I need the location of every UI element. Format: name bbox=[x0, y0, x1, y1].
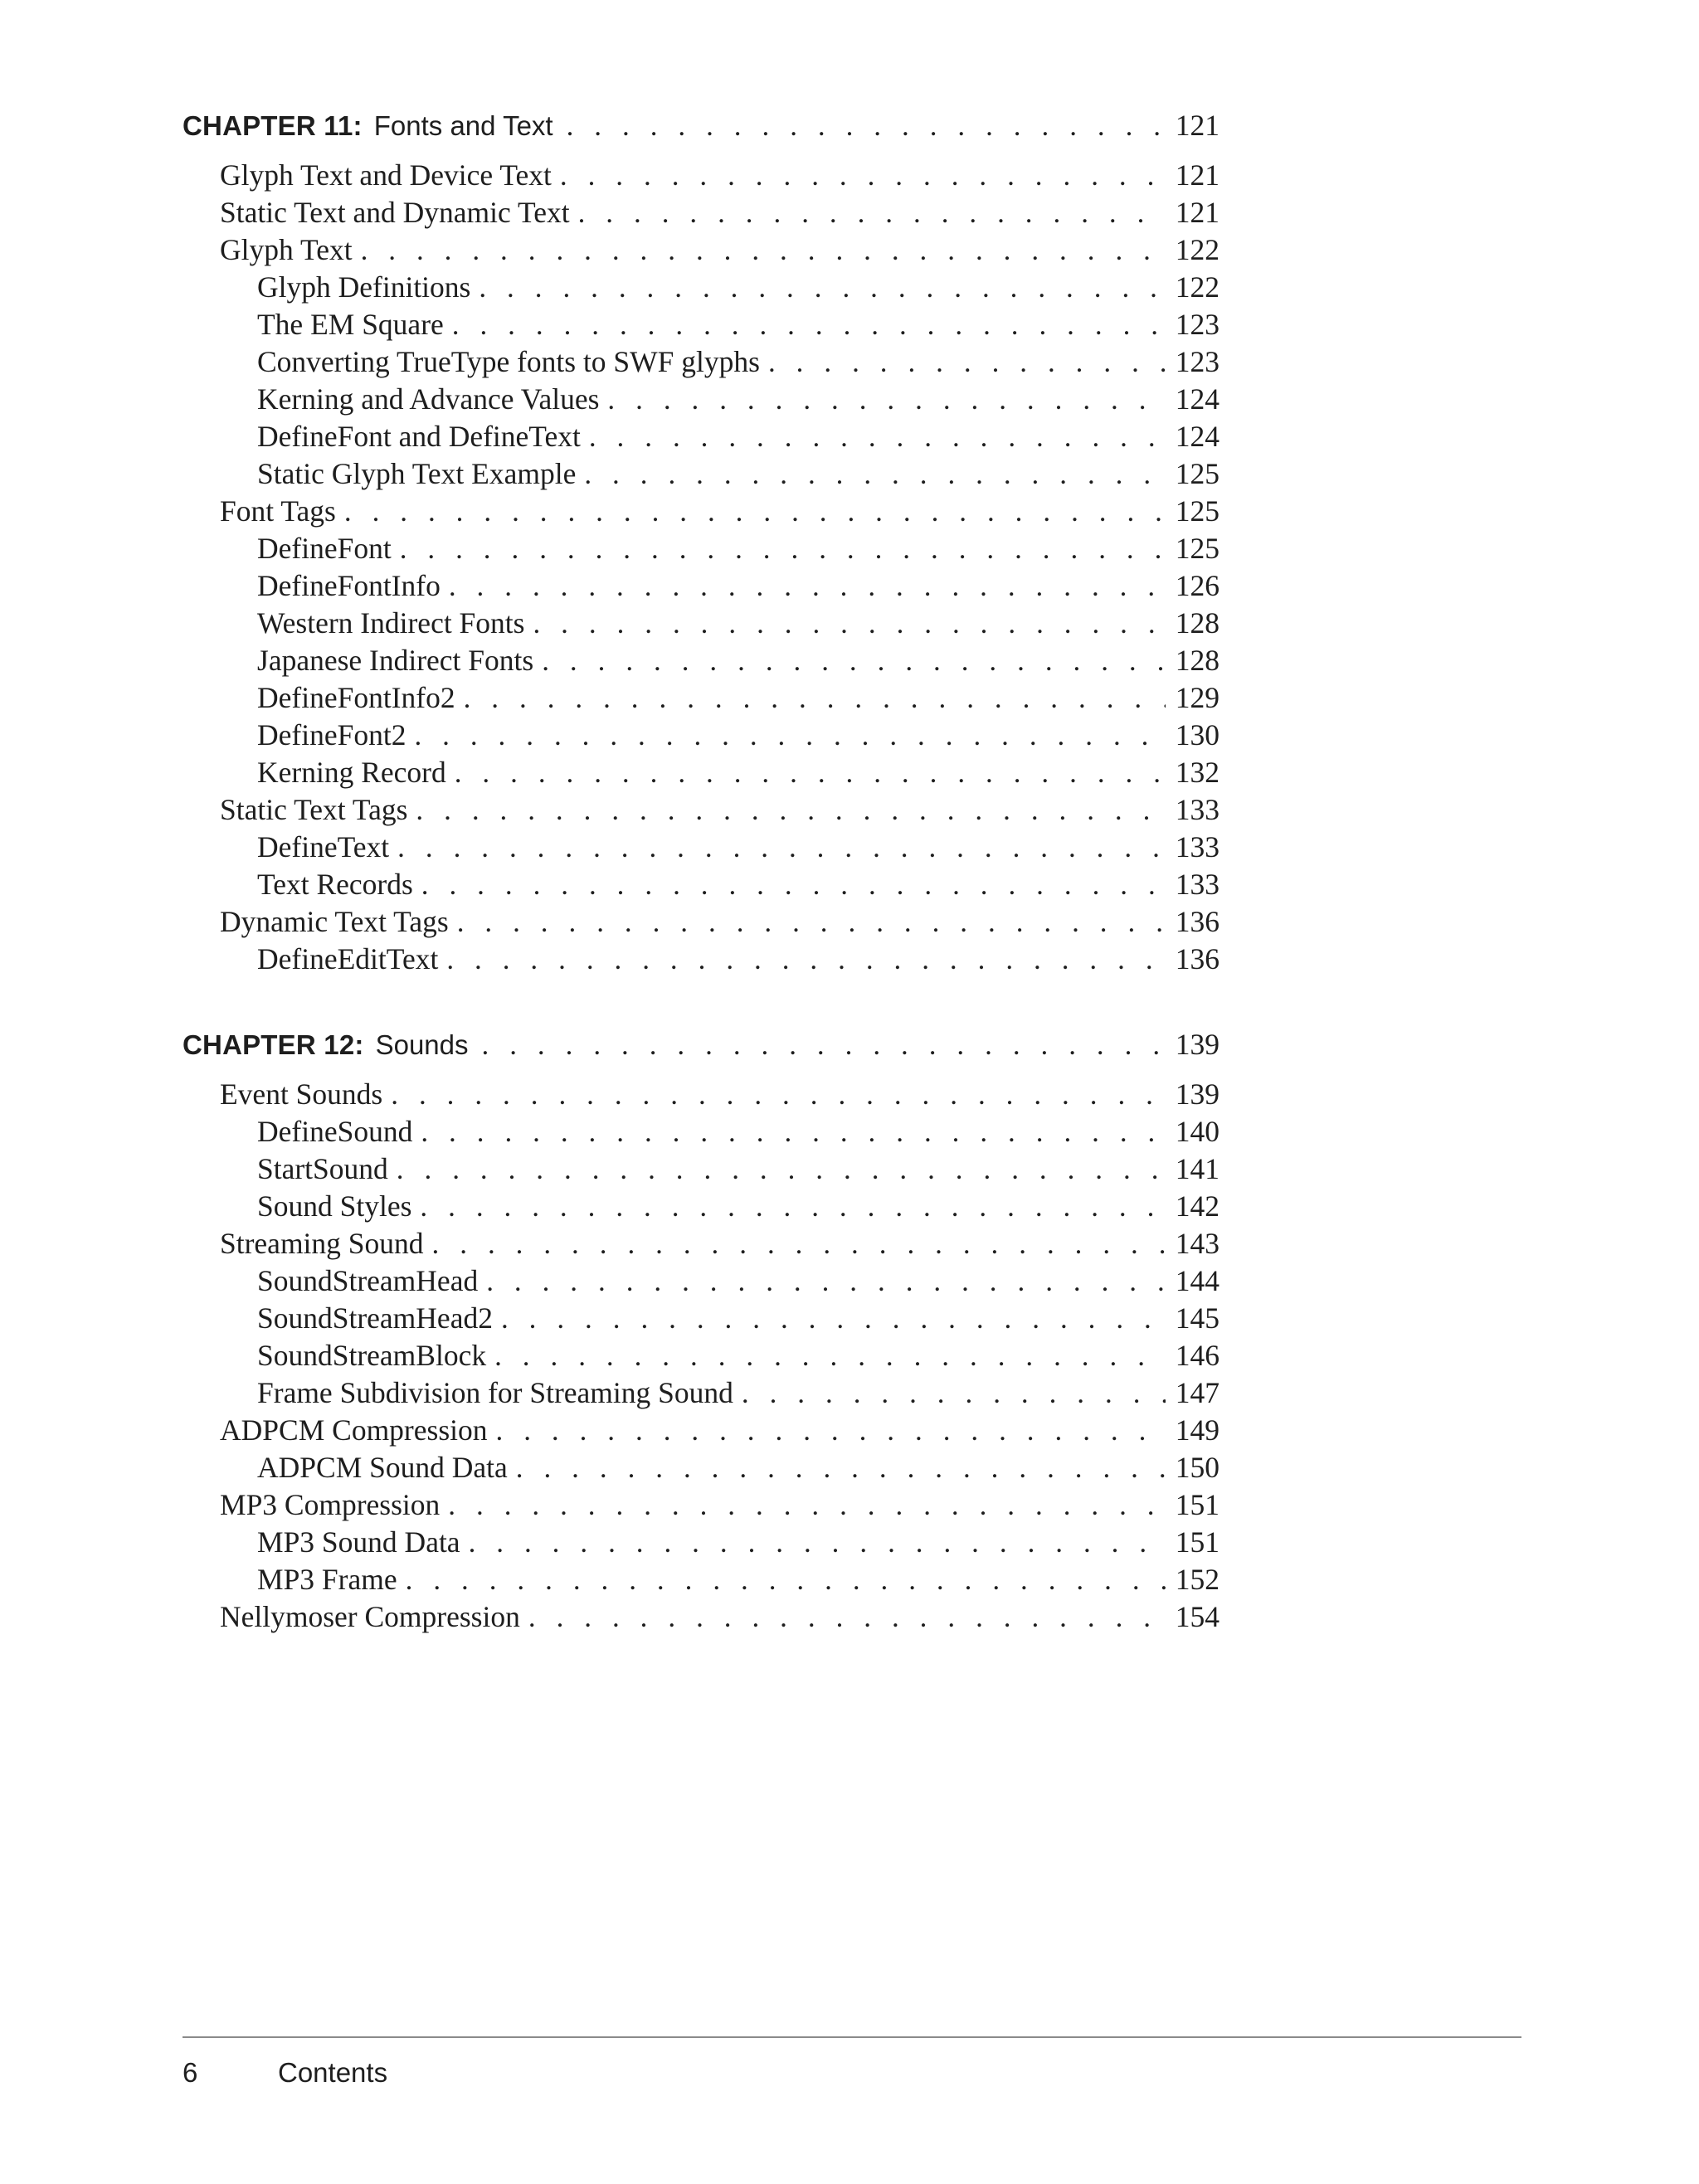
toc-entry[interactable] bbox=[183, 494, 1219, 531]
toc-entry-title: Glyph Text bbox=[220, 233, 353, 266]
toc-entry[interactable] bbox=[183, 531, 1219, 568]
toc-entry-title: SoundStreamBlock bbox=[257, 1339, 487, 1372]
toc-entry-title: DefineSound bbox=[257, 1115, 413, 1148]
chapter-heading[interactable] bbox=[183, 108, 1219, 151]
dot-leader bbox=[533, 607, 1165, 640]
toc-entry-title: Static Text Tags bbox=[220, 793, 408, 826]
toc-entry-page-number: 141 bbox=[1175, 1152, 1219, 1185]
toc-entry-title: DefineFont2 bbox=[257, 718, 406, 752]
toc-entry-page-number: 121 bbox=[1175, 196, 1219, 229]
toc-entry-page-number: 144 bbox=[1175, 1264, 1219, 1297]
toc-entry-title: Glyph Definitions bbox=[257, 270, 471, 304]
toc-entry-title: Converting TrueType fonts to SWF glyphs bbox=[257, 345, 760, 378]
toc-entry-page-number: 126 bbox=[1175, 569, 1219, 602]
toc-entry-title: Event Sounds bbox=[220, 1077, 383, 1111]
dot-leader bbox=[420, 1190, 1165, 1223]
dot-leader bbox=[542, 644, 1166, 678]
toc-entry-title: ADPCM Compression bbox=[220, 1413, 488, 1447]
table-of-contents bbox=[183, 108, 1219, 1637]
toc-entry-page-number: 128 bbox=[1175, 644, 1219, 677]
toc-entry-page-number: 124 bbox=[1175, 382, 1219, 416]
toc-entry-page-number: 129 bbox=[1175, 681, 1219, 714]
toc-entry-page-number: 125 bbox=[1175, 494, 1219, 528]
toc-entry[interactable] bbox=[183, 1338, 1219, 1375]
toc-entry[interactable] bbox=[183, 829, 1219, 867]
toc-entry-page-number: 152 bbox=[1175, 1563, 1219, 1596]
toc-entry[interactable] bbox=[183, 158, 1219, 195]
toc-entry-page-number: 154 bbox=[1175, 1600, 1219, 1633]
dot-leader bbox=[446, 943, 1165, 976]
dot-leader bbox=[432, 1228, 1166, 1261]
dot-leader bbox=[482, 1029, 1166, 1062]
dot-leader bbox=[397, 1153, 1166, 1186]
chapter-title: Fonts and Text bbox=[373, 110, 553, 141]
toc-entry-title: The EM Square bbox=[257, 308, 444, 341]
dot-leader bbox=[400, 533, 1166, 566]
toc-entry-title: StartSound bbox=[257, 1152, 388, 1185]
toc-entry-page-number: 151 bbox=[1175, 1525, 1219, 1559]
toc-entry-title: Static Text and Dynamic Text bbox=[220, 196, 570, 229]
toc-entry-title: Kerning and Advance Values bbox=[257, 382, 600, 416]
toc-entry[interactable] bbox=[183, 382, 1219, 419]
toc-entry-title: Japanese Indirect Fonts bbox=[257, 644, 534, 677]
toc-entry[interactable] bbox=[183, 232, 1219, 270]
dot-leader bbox=[416, 794, 1165, 827]
toc-entry[interactable] bbox=[183, 1226, 1219, 1263]
toc-entry-title: Frame Subdivision for Streaming Sound bbox=[257, 1376, 733, 1409]
dot-leader bbox=[391, 1078, 1166, 1111]
toc-entry-page-number: 150 bbox=[1175, 1451, 1219, 1484]
toc-entry-title: SoundStreamHead bbox=[257, 1264, 479, 1297]
footer-section-title: Contents bbox=[278, 2057, 388, 2088]
toc-entry-title: Text Records bbox=[257, 868, 413, 901]
dot-leader bbox=[449, 570, 1166, 603]
dot-leader bbox=[486, 1265, 1166, 1298]
toc-entry-page-number: 128 bbox=[1175, 606, 1219, 640]
toc-entry[interactable] bbox=[183, 456, 1219, 494]
dot-leader bbox=[452, 309, 1166, 342]
toc-entry[interactable] bbox=[183, 568, 1219, 606]
dot-leader bbox=[455, 756, 1166, 790]
toc-entry-page-number: 147 bbox=[1175, 1376, 1219, 1409]
toc-entry-title: SoundStreamHead2 bbox=[257, 1301, 493, 1335]
toc-entry-page-number: 139 bbox=[1175, 1077, 1219, 1111]
toc-entry[interactable] bbox=[183, 344, 1219, 382]
chapter-page-number: 121 bbox=[1175, 109, 1219, 142]
toc-entry-title: MP3 Compression bbox=[220, 1488, 441, 1521]
toc-entry-title: Western Indirect Fonts bbox=[257, 606, 525, 640]
toc-entry[interactable] bbox=[183, 717, 1219, 755]
toc-entry[interactable] bbox=[183, 1189, 1219, 1226]
toc-entry[interactable] bbox=[183, 1413, 1219, 1450]
dot-leader bbox=[344, 495, 1166, 528]
toc-entry-page-number: 140 bbox=[1175, 1115, 1219, 1148]
toc-entry[interactable] bbox=[183, 867, 1219, 904]
dot-leader bbox=[584, 458, 1165, 491]
toc-entry[interactable] bbox=[183, 643, 1219, 680]
toc-entry-page-number: 142 bbox=[1175, 1189, 1219, 1223]
toc-entry-title: DefineFont bbox=[257, 532, 392, 565]
toc-entry-title: MP3 Frame bbox=[257, 1563, 397, 1596]
dot-leader bbox=[494, 1340, 1166, 1373]
toc-entry-title: MP3 Sound Data bbox=[257, 1525, 460, 1559]
toc-entry-title: DefineEditText bbox=[257, 942, 439, 975]
toc-entry-page-number: 149 bbox=[1175, 1413, 1219, 1447]
dot-leader bbox=[414, 719, 1165, 752]
toc-entry[interactable] bbox=[183, 606, 1219, 643]
chapter-title: Sounds bbox=[375, 1029, 469, 1060]
toc-entry[interactable] bbox=[183, 941, 1219, 979]
toc-entry-page-number: 133 bbox=[1175, 830, 1219, 863]
toc-entry[interactable] bbox=[183, 1450, 1219, 1487]
toc-entry-title: DefineText bbox=[257, 830, 390, 863]
toc-entry-page-number: 125 bbox=[1175, 457, 1219, 490]
toc-entry-title: Dynamic Text Tags bbox=[220, 905, 449, 938]
dot-leader bbox=[479, 271, 1165, 304]
toc-entry[interactable] bbox=[183, 1599, 1219, 1637]
dot-leader bbox=[469, 1526, 1166, 1559]
dot-leader bbox=[464, 682, 1166, 715]
page-footer bbox=[183, 2057, 387, 2089]
dot-leader bbox=[421, 868, 1166, 902]
toc-entry[interactable] bbox=[183, 904, 1219, 941]
dot-leader bbox=[528, 1601, 1166, 1634]
toc-entry-page-number: 136 bbox=[1175, 942, 1219, 975]
dot-leader bbox=[361, 234, 1166, 267]
toc-entry[interactable] bbox=[183, 1562, 1219, 1599]
toc-entry[interactable] bbox=[183, 755, 1219, 792]
toc-entry-title: Sound Styles bbox=[257, 1189, 412, 1223]
toc-entry-title: Nellymoser Compression bbox=[220, 1600, 520, 1633]
dot-leader bbox=[560, 159, 1166, 192]
toc-entry-page-number: 146 bbox=[1175, 1339, 1219, 1372]
toc-entry-page-number: 121 bbox=[1175, 158, 1219, 192]
toc-entry-page-number: 123 bbox=[1175, 345, 1219, 378]
chapter-label: CHAPTER 11: bbox=[183, 110, 363, 141]
toc-entry-page-number: 143 bbox=[1175, 1227, 1219, 1260]
dot-leader bbox=[567, 109, 1166, 143]
toc-entry-title: Static Glyph Text Example bbox=[257, 457, 577, 490]
toc-entry-title: DefineFontInfo2 bbox=[257, 681, 455, 714]
toc-entry[interactable] bbox=[183, 1375, 1219, 1413]
toc-entry-title: Kerning Record bbox=[257, 756, 446, 789]
toc-entry[interactable] bbox=[183, 680, 1219, 717]
toc-entry-title: DefineFont and DefineText bbox=[257, 420, 581, 453]
toc-entry-page-number: 145 bbox=[1175, 1301, 1219, 1335]
toc-entry-page-number: 133 bbox=[1175, 793, 1219, 826]
dot-leader bbox=[457, 906, 1166, 939]
toc-entry[interactable] bbox=[183, 1263, 1219, 1301]
toc-entry[interactable] bbox=[183, 195, 1219, 232]
chapter-spacer bbox=[183, 979, 1219, 1027]
chapter-page-number: 139 bbox=[1175, 1028, 1219, 1061]
toc-entry-page-number: 125 bbox=[1175, 532, 1219, 565]
toc-entry[interactable] bbox=[183, 307, 1219, 344]
toc-entry[interactable] bbox=[183, 1114, 1219, 1151]
toc-entry-page-number: 133 bbox=[1175, 868, 1219, 901]
toc-entry-page-number: 122 bbox=[1175, 270, 1219, 304]
toc-entry[interactable] bbox=[183, 1301, 1219, 1338]
toc-entry[interactable] bbox=[183, 270, 1219, 307]
dot-leader bbox=[448, 1489, 1165, 1522]
toc-entry[interactable] bbox=[183, 1525, 1219, 1562]
toc-entry-title: DefineFontInfo bbox=[257, 569, 441, 602]
toc-entry-page-number: 132 bbox=[1175, 756, 1219, 789]
toc-entry-title: Glyph Text and Device Text bbox=[220, 158, 552, 192]
toc-entry-page-number: 124 bbox=[1175, 420, 1219, 453]
toc-entry[interactable] bbox=[183, 792, 1219, 829]
dot-leader bbox=[578, 197, 1166, 230]
footer-page-number: 6 bbox=[183, 2057, 198, 2088]
dot-leader bbox=[589, 421, 1166, 454]
dot-leader bbox=[742, 1377, 1166, 1410]
dot-leader bbox=[516, 1452, 1166, 1485]
dot-leader bbox=[768, 346, 1166, 379]
toc-entry[interactable] bbox=[183, 1487, 1219, 1525]
toc-entry-page-number: 122 bbox=[1175, 233, 1219, 266]
dot-leader bbox=[496, 1414, 1166, 1447]
toc-entry[interactable] bbox=[183, 419, 1219, 456]
dot-leader bbox=[607, 383, 1165, 416]
toc-entry-page-number: 136 bbox=[1175, 905, 1219, 938]
toc-entry-page-number: 130 bbox=[1175, 718, 1219, 752]
toc-entry-title: ADPCM Sound Data bbox=[257, 1451, 508, 1484]
footer-rule bbox=[183, 2036, 1521, 2038]
chapter-label: CHAPTER 12: bbox=[183, 1029, 364, 1060]
toc-entry-page-number: 151 bbox=[1175, 1488, 1219, 1521]
dot-leader bbox=[406, 1564, 1166, 1597]
toc-entry-page-number: 123 bbox=[1175, 308, 1219, 341]
toc-entry-title: Font Tags bbox=[220, 494, 336, 528]
dot-leader bbox=[421, 1116, 1165, 1149]
dot-leader bbox=[501, 1302, 1166, 1335]
toc-entry-title: Streaming Sound bbox=[220, 1227, 424, 1260]
toc-entry[interactable] bbox=[183, 1077, 1219, 1114]
toc-entry[interactable] bbox=[183, 1151, 1219, 1189]
chapter-heading[interactable] bbox=[183, 1027, 1219, 1070]
dot-leader bbox=[397, 831, 1166, 864]
